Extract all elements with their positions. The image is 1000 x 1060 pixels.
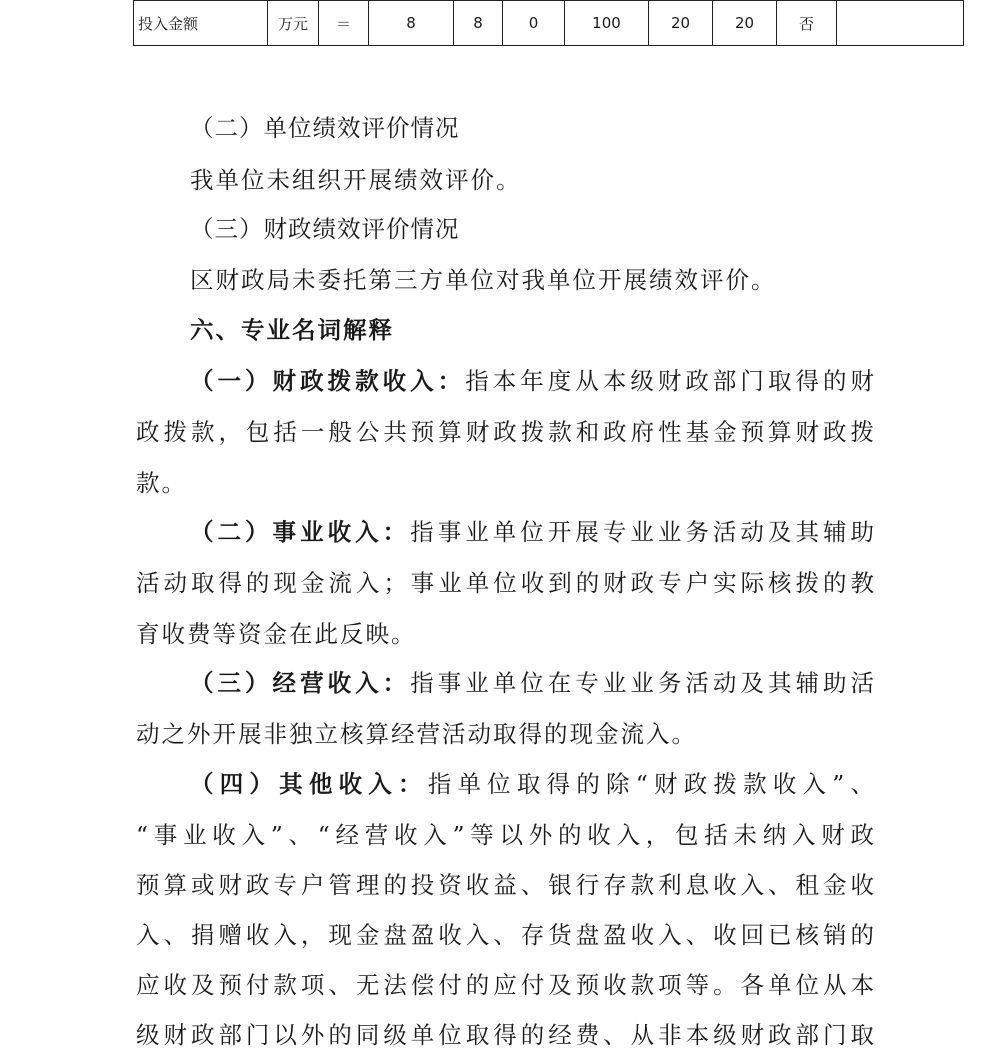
term-label: （一）财政拨款收入： xyxy=(190,367,466,395)
table-cell-score: 20 xyxy=(713,1,777,46)
table-cell-weight: 20 xyxy=(649,1,713,46)
term-other-income-line5: 应收及预付款项、无法偿付的应付及预收款项等。各单位从本 xyxy=(136,971,874,999)
term-business-income-line3: 育收费等资金在此反映。 xyxy=(136,620,417,648)
term-label: （三）经营收入： xyxy=(190,669,411,697)
table-cell-operator: ＝ xyxy=(319,1,369,46)
table-cell-deviation: 0 xyxy=(503,1,565,46)
term-other-income-line6: 级财政部门以外的同级单位取得的经费、从非本级财政部门取 xyxy=(136,1021,874,1049)
table-cell-target: 8 xyxy=(369,1,454,46)
term-business-income-line2: 活动取得的现金流入；事业单位收到的财政专户实际核拨的教 xyxy=(136,569,874,597)
term-other-income-line3: 预算或财政专户管理的投资收益、银行存款利息收入、租金收 xyxy=(136,871,874,899)
term-other-income-line1 xyxy=(190,770,874,798)
term-operating-income-line1 xyxy=(190,669,874,697)
term-fiscal-appropriation-line3: 款。 xyxy=(136,469,187,497)
term-other-income-line2: “事业收入”、“经营收入”等以外的收入，包括未纳入财政 xyxy=(136,821,874,849)
performance-table xyxy=(133,0,964,46)
paragraph-finance-evaluation: 区财政局未委托第三方单位对我单位开展绩效评价。 xyxy=(190,266,777,294)
term-label: （四）其他收入： xyxy=(190,770,428,798)
section-heading-finance-evaluation: （三）财政绩效评价情况 xyxy=(190,215,460,243)
term-text: 指单位取得的除“财政拨款收入”、 xyxy=(427,770,875,798)
term-fiscal-appropriation-line2: 政拨款，包括一般公共预算财政拨款和政府性基金预算财政拨 xyxy=(136,418,874,446)
term-label: （二）事业收入： xyxy=(190,518,411,546)
table-cell-rate: 100 xyxy=(565,1,649,46)
table-cell-actual: 8 xyxy=(454,1,503,46)
section-heading-unit-evaluation: （二）单位绩效评价情况 xyxy=(190,114,460,142)
table-cell-flag: 否 xyxy=(777,1,837,46)
section-heading-glossary: 六、专业名词解释 xyxy=(190,316,394,344)
table-cell-unit: 万元 xyxy=(268,1,319,46)
term-text: 指本年度从本级财政部门取得的财 xyxy=(465,367,875,395)
paragraph-unit-evaluation: 我单位未组织开展绩效评价。 xyxy=(190,166,522,194)
term-operating-income-line2: 动之外开展非独立核算经营活动取得的现金流入。 xyxy=(136,720,697,748)
term-business-income-line1 xyxy=(190,518,874,546)
term-fiscal-appropriation-line1 xyxy=(190,367,874,395)
table-cell-indicator: 投入金额 xyxy=(134,1,268,46)
table-row xyxy=(134,1,964,46)
table-cell-remark xyxy=(837,1,964,46)
term-other-income-line4: 入、捐赠收入，现金盘盈收入、存货盘盈收入、收回已核销的 xyxy=(136,921,874,949)
term-text: 指事业单位在专业业务活动及其辅助活 xyxy=(410,669,875,697)
term-text: 指事业单位开展专业业务活动及其辅助 xyxy=(410,518,875,546)
